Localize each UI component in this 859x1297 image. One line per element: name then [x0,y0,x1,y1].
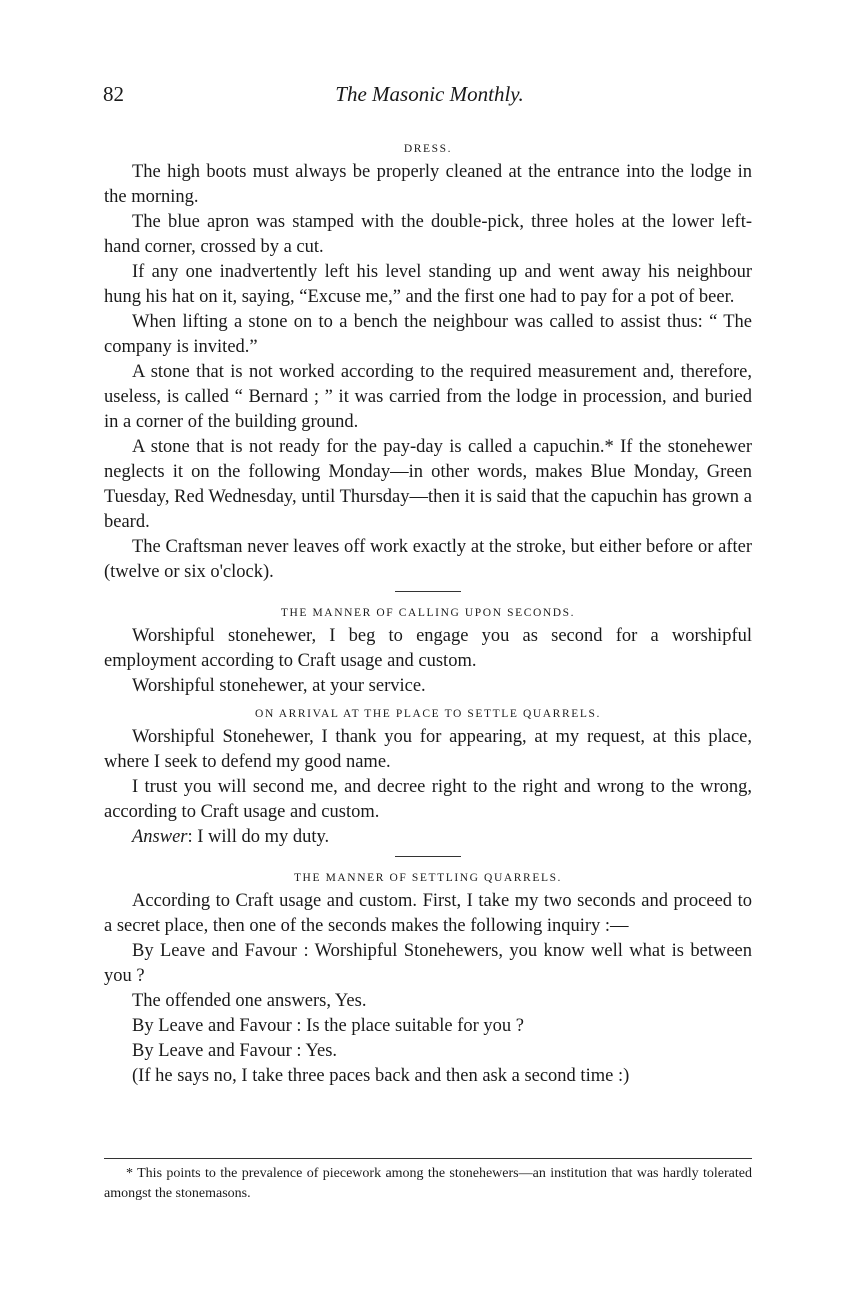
section-divider [395,591,461,592]
paragraph: Worshipful Stonehewer, I thank you for appearing, at my request, at this place, where I seek to defend my good name. [104,727,752,772]
paragraph: By Leave and Favour : Worshipful Stonehewers, you know well what is between you ? [104,941,752,986]
page-number: 82 [103,82,124,106]
section-heading-calling-seconds: THE MANNER OF CALLING UPON SECONDS. [280,607,576,619]
paragraph: The blue apron was stamped with the double-pick, three holes at the lower left-hand corner, crossed by a cut. [104,212,752,257]
page-header [0,82,859,112]
paragraph: A stone that is not worked according to the required measurement and, therefore, useless, is called “ Bernard ; ” it was carried from the lodge in procession, and buried in a corner of the building ground. [104,362,752,432]
paragraph: According to Craft usage and custom. First, I take my two seconds and proceed to a secret place, then one of the seconds makes the following inquiry :— [104,891,752,936]
paragraph: A stone that is not ready for the pay-day is called a capuchin.* If the stonehewer neglects it on the following Monday—in other words, makes Blue Monday, Green Tuesday, Red Wednesday, until Thursday—then it is said that the capuchin has grown a beard. [104,437,752,532]
paragraph: The high boots must always be properly cleaned at the entrance into the lodge in the morning. [104,162,752,207]
footnote: * This points to the prevalence of piecework among the stonehewers—an institution that was hardly tolerated amongst the stonemasons. [104,1166,752,1201]
section-heading-dress: DRESS. [403,143,453,155]
answer-label: Answer [132,827,188,847]
footnote-divider [104,1158,752,1159]
page-body [104,138,752,1089]
paragraph: (If he says no, I take three paces back and then ask a second time :) [132,1066,630,1086]
paragraph: Worshipful stonehewer, at your service. [132,676,426,696]
paragraph: Worshipful stonehewer, I beg to engage you as second for a worshipful employment according to Craft usage and custom. [104,626,752,671]
section-heading-arrival: ON ARRIVAL AT THE PLACE TO SETTLE QUARRELS. [255,708,601,720]
paragraph: The Craftsman never leaves off work exactly at the stroke, but either before or after (twelve or six o'clock). [104,537,752,582]
paragraph: The offended one answers, Yes. [132,991,367,1011]
answer-text: : I will do my duty. [187,827,330,847]
paragraph: When lifting a stone on to a bench the neighbour was called to assist thus: “ The company is invited.” [104,312,752,357]
running-head: The Masonic Monthly. [335,82,524,106]
paragraph: By Leave and Favour : Is the place suitable for you ? [132,1016,524,1036]
paragraph: By Leave and Favour : Yes. [132,1041,338,1061]
paragraph: If any one inadvertently left his level standing up and went away his neighbour hung his hat on it, saying, “Excuse me,” and the first one had to pay for a pot of beer. [104,262,752,307]
section-heading-settling: THE MANNER OF SETTLING QUARRELS. [293,872,563,884]
section-divider [395,856,461,857]
answer-line [104,825,752,850]
paragraph: I trust you will second me, and decree right to the right and wrong to the wrong, according to Craft usage and custom. [104,777,752,822]
